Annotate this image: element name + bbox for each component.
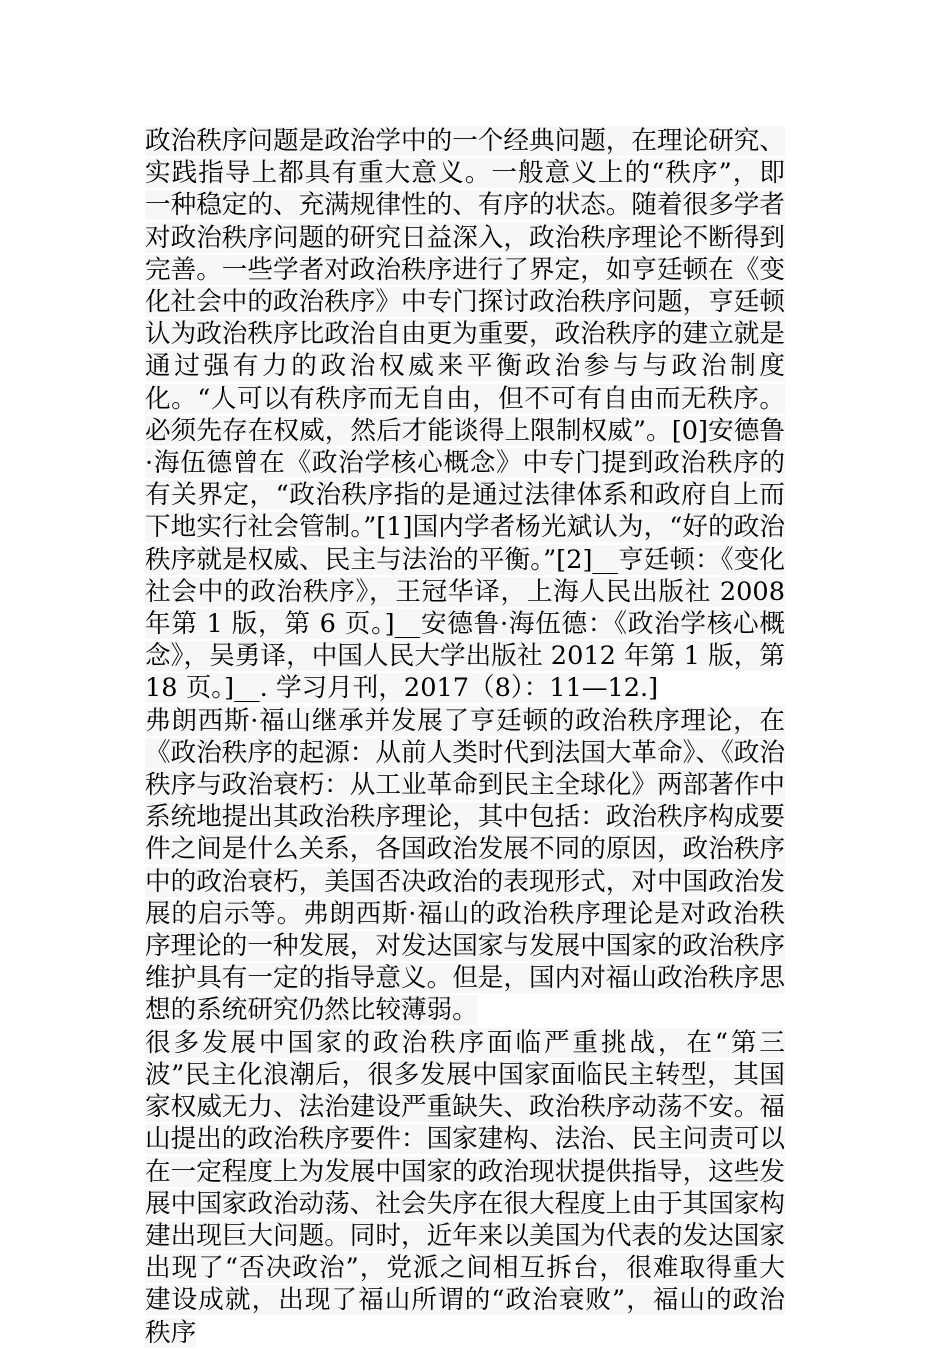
document-page — [145, 125, 785, 1349]
paragraph-text: 很多发展中国家的政治秩序面临严重挑战，在“第三波”民主化浪潮后，很多发展中国家面临民主转型，其国家权威无力、法治建设严重缺失、政治秩序动荡不安。福山提出的政治秩序要件：国家建构、法治、民主问责可以在一定程度上为发展中国家的政治现状提供指导，这些发展中国家政治动荡、社会失序在很大程度上由于其国家构建出现巨大问题。同时，近年来以美国为代表的发达国家出现了“否决政治”，党派之间相互拆台，很难取得重大建设成就，出现了福山所谓的“政治衰败”，福山的政治秩序 — [145, 1027, 785, 1348]
paragraph-political-order-definition — [145, 125, 785, 705]
paragraph-developing-countries — [145, 1027, 785, 1349]
paragraph-fukuyama-theory — [145, 705, 785, 1027]
paragraph-text: 弗朗西斯·福山继承并发展了亨廷顿的政治秩序理论，在《政治秩序的起源：从前人类时代到法国大革命》、《政治秩序与政治衰朽：从工业革命到民主全球化》两部著作中系统地提出其政治秩序理论，其中包括：政治秩序构成要件之间是什么关系，各国政治发展不同的原因，政治秩序中的政治衰朽，美国否决政治的表现形式，对中国政治发展的启示等。弗朗西斯·福山的政治秩序理论是对政治秩序理论的一种发展，对发达国家与发展中国家的政治秩序维护具有一定的指导意义。但是，国内对福山政治秩序思想的系统研究仍然比较薄弱。 — [145, 705, 785, 1026]
paragraph-text: 政治秩序问题是政治学中的一个经典问题，在理论研究、实践指导上都具有重大意义。一般意义上的“秩序”，即一种稳定的、充满规律性的、有序的状态。随着很多学者对政治秩序问题的研究日益深入，政治秩序理论不断得到完善。一些学者对政治秩序进行了界定，如亨廷顿在《变化社会中的政治秩序》中专门探讨政治秩序问题，亨廷顿认为政治秩序比政治自由更为重要，政治秩序的建立就是通过强有力的政治权威来平衡政治参与与政治制度化。“人可以有秩序而无自由，但不可有自由而无秩序。必须先存在权威，然后才能谈得上限制权威”。[0]安德鲁·海伍德曾在《政治学核心概念》中专门提到政治秩序的有关界定，“政治秩序指的是通过法律体系和政府自上而下地实行社会管制。”[1]国内学者杨光斌认为，“好的政治秩序就是权威、民主与法治的平衡。”[2]__亨廷顿：《变化社会中的政治秩序》，王冠华译，上海人民出版社 2008 年第 1 版，第 6 页。]__安德鲁·海伍德：《政治学核心概念》，吴勇译，中国人民大学出版社 2012 年第 1 版，第 18 页。]__. 学习月刊，2017（8）：11—12.] — [145, 126, 785, 704]
